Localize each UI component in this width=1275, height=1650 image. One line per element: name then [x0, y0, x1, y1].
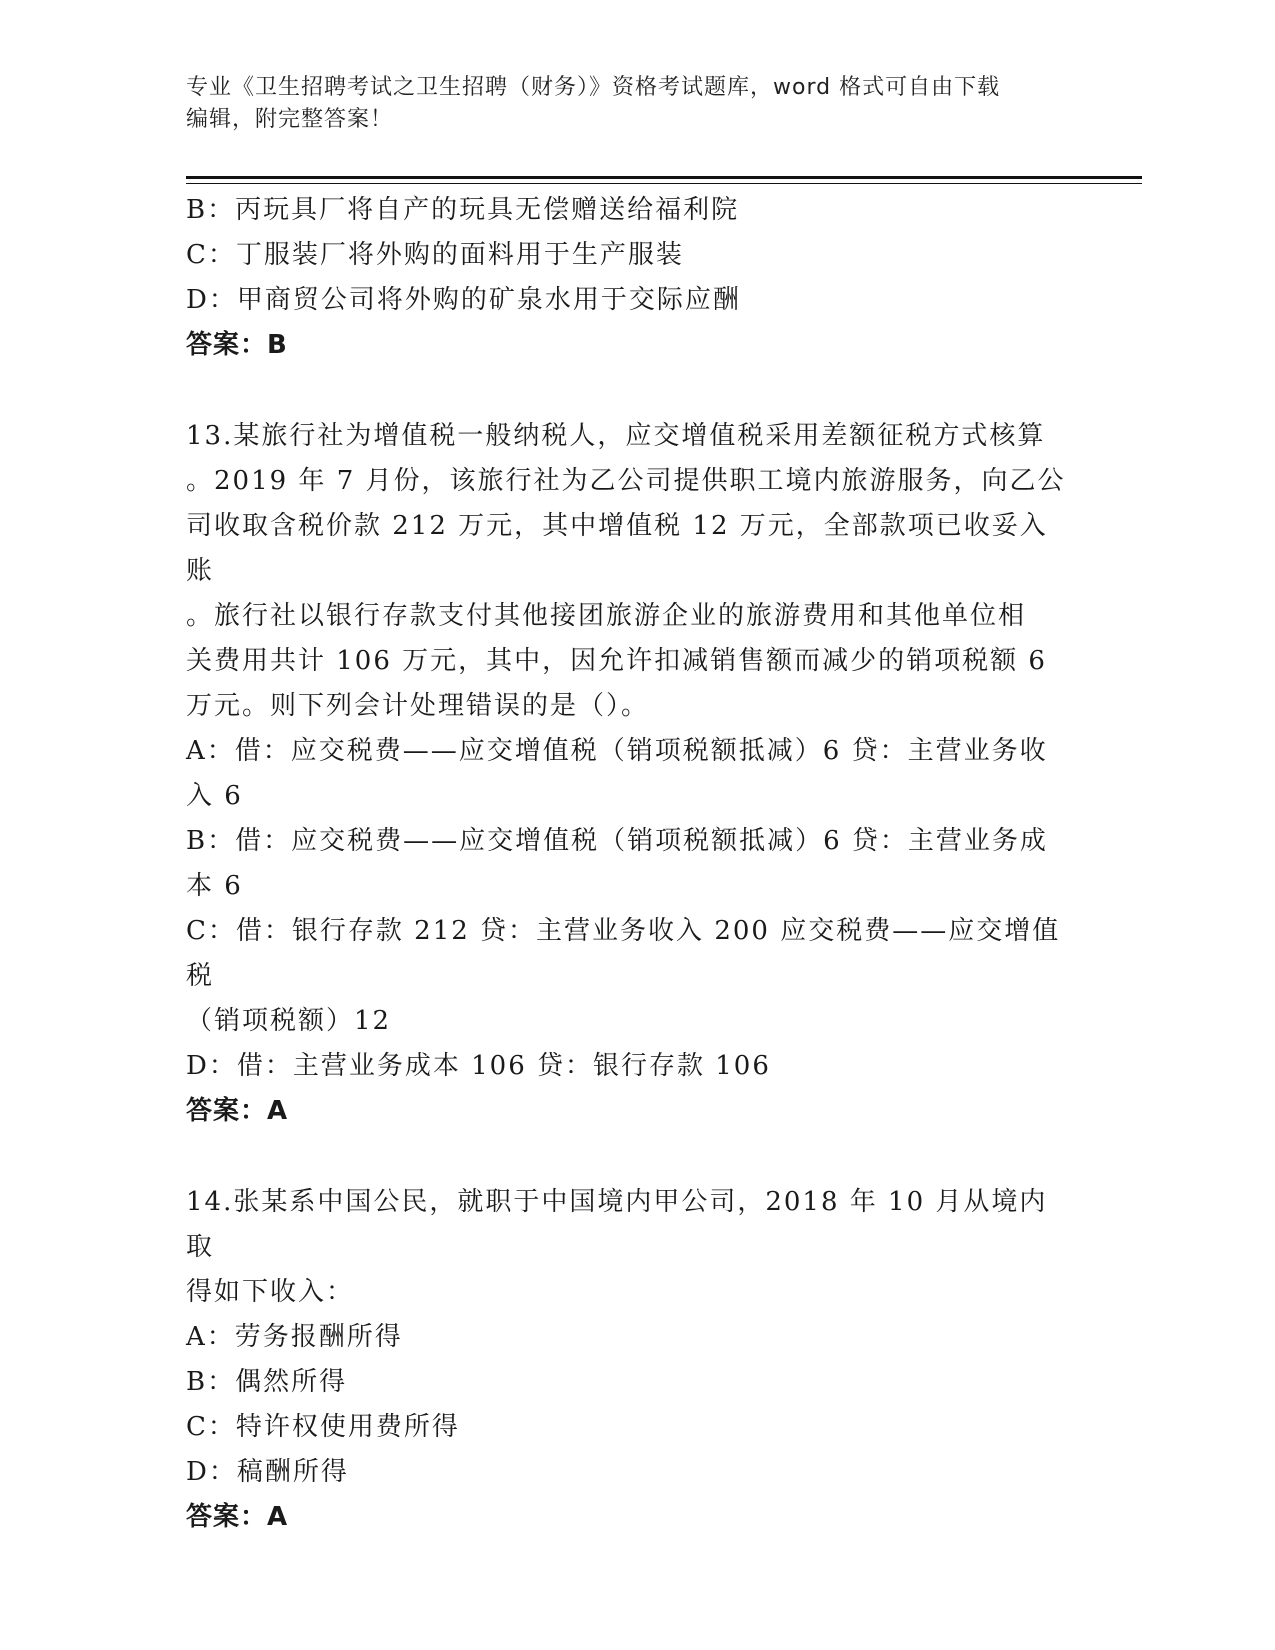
- question-14: [186, 1180, 1066, 1540]
- q13-stem-line: 万元。则下列会计处理错误的是（）。: [186, 691, 650, 721]
- question-spacer: [186, 1134, 1066, 1180]
- q13-stem-line: 司收取含税价款 212 万元，其中增值税 12 万元，全部款项已收妥入账: [186, 511, 1048, 586]
- q14-option-b: B：偶然所得: [186, 1367, 348, 1397]
- q12-answer: 答案：B: [186, 330, 288, 360]
- q13-option-b-cont: 本 6: [186, 871, 243, 901]
- q13-stem-line: 。旅行社以银行存款支付其他接团旅游企业的旅游费用和其他单位相: [186, 601, 1027, 631]
- q13-stem-line: 。2019 年 7 月份，该旅行社为乙公司提供职工境内旅游服务，向乙公: [186, 466, 1066, 496]
- q13-option-c: C：借：银行存款 212 贷：主营业务收入 200 应交税费——应交增值税: [186, 916, 1061, 991]
- q14-option-c: C：特许权使用费所得: [186, 1412, 460, 1442]
- q14-option-d: D：稿酬所得: [186, 1457, 349, 1487]
- q12-option-b: B：丙玩具厂将自产的玩具无偿赠送给福利院: [186, 195, 740, 225]
- q12-option-d: D：甲商贸公司将外购的矿泉水用于交际应酬: [186, 285, 741, 315]
- question-content: [186, 188, 1066, 1540]
- q14-stem-line: 得如下收入：: [186, 1277, 355, 1307]
- question-spacer: [186, 368, 1066, 414]
- q13-answer: 答案：A: [186, 1096, 289, 1126]
- q13-option-b: B：借：应交税费——应交增值税（销项税额抵减）6 贷：主营业务成: [186, 826, 1048, 856]
- document-header: [186, 72, 1066, 136]
- q13-stem-line: 关费用共计 106 万元，其中，因允许扣减销售额而减少的销项税额 6: [186, 646, 1047, 676]
- q13-option-a: A：借：应交税费——应交增值税（销项税额抵减）6 贷：主营业务收: [186, 736, 1048, 766]
- header-divider-thick: [186, 176, 1142, 179]
- q14-option-a: A：劳务报酬所得: [186, 1322, 403, 1352]
- q12-option-c: C：丁服装厂将外购的面料用于生产服装: [186, 240, 684, 270]
- question-13: [186, 414, 1066, 1134]
- q13-stem-line: 13.某旅行社为增值税一般纳税人，应交增值税采用差额征税方式核算: [186, 421, 1046, 451]
- header-line-2: 编辑，附完整答案！: [186, 107, 394, 132]
- question-12: [186, 188, 1066, 368]
- header-line-1: 专业《卫生招聘考试之卫生招聘（财务）》资格考试题库，word 格式可自由下载: [186, 75, 1001, 100]
- header-divider-thin: [186, 183, 1142, 184]
- q14-answer: 答案：A: [186, 1502, 289, 1532]
- q14-stem-line: 14.张某系中国公民，就职于中国境内甲公司，2018 年 10 月从境内取: [186, 1187, 1048, 1262]
- q13-option-d: D：借：主营业务成本 106 贷：银行存款 106: [186, 1051, 771, 1081]
- q13-option-a-cont: 入 6: [186, 781, 243, 811]
- q13-option-c-cont: （销项税额）12: [186, 1006, 392, 1036]
